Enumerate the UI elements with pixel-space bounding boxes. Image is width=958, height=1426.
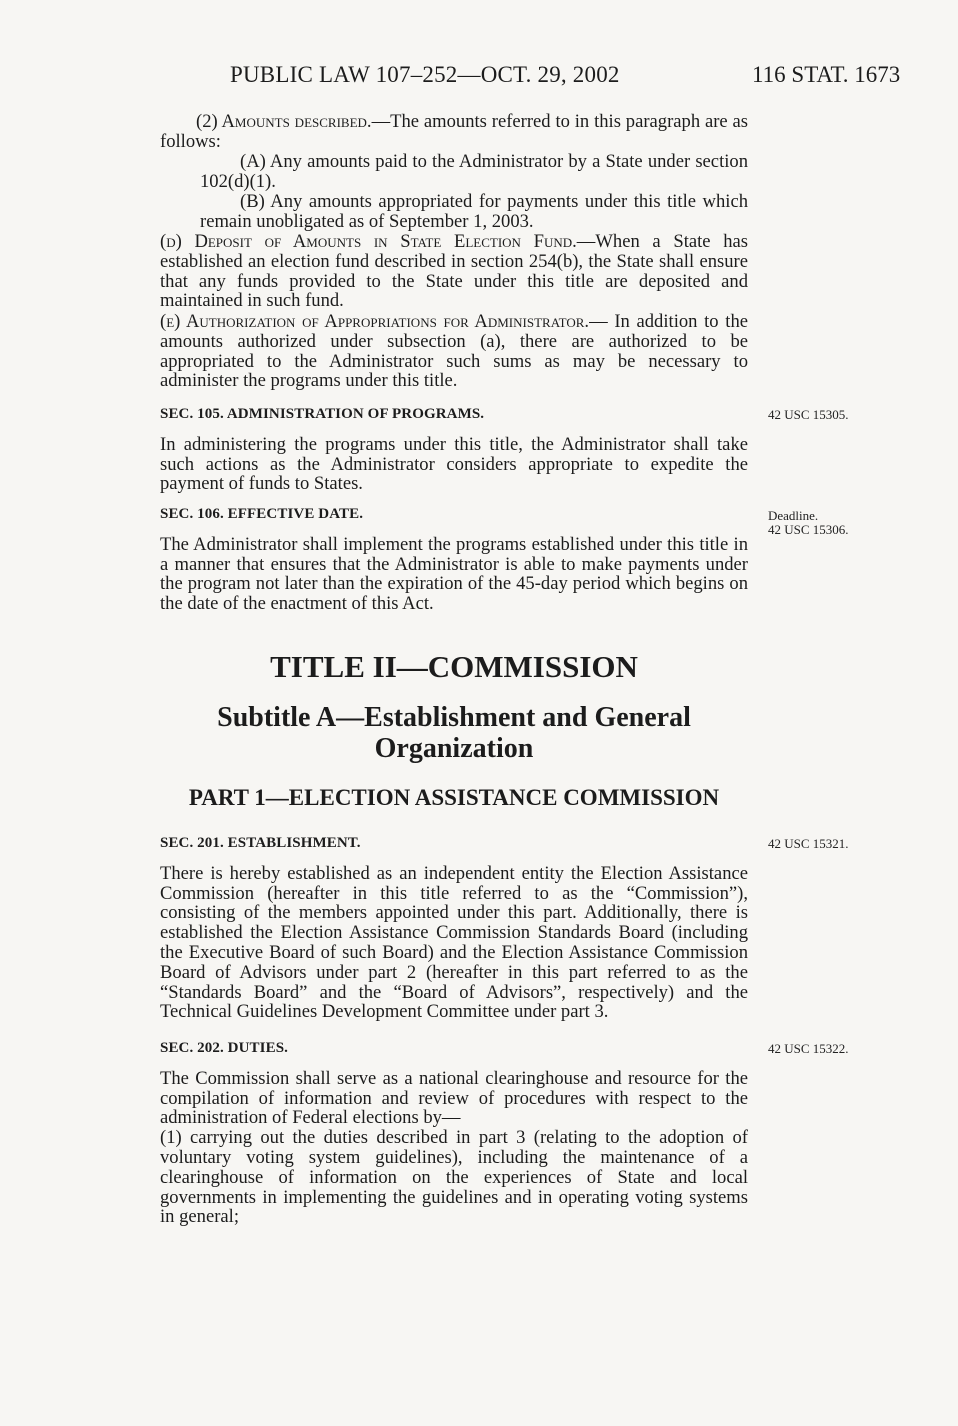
subtitle-a-heading-line2: Organization xyxy=(374,733,534,764)
section-202-heading: SEC. 202. DUTIES. xyxy=(160,1040,288,1056)
margin-note-sec201: 42 USC 15321. xyxy=(768,836,849,851)
section-105 xyxy=(160,405,748,494)
section-202 xyxy=(160,1039,748,1227)
header-stat-page: 116 STAT. 1673 xyxy=(752,62,901,87)
section-202-paragraph-1: (1) carrying out the duties described in part 3 (relating to the adoption of voluntary voting system guidelines), including the maintenance of a clearinghouse of information on the experiences of State and local governments in implementing the guidelines and in operating voting systems in general; xyxy=(160,1127,748,1228)
title-ii xyxy=(160,650,748,684)
section-106-text: The Administrator shall implement the programs established under this title in a manner that ensures that the Administrator is able to make payments under the program not later than the expiration of the 45-day period which begins on the date of the enactment of this Act. xyxy=(160,533,748,615)
section-106-heading: SEC. 106. EFFECTIVE DATE. xyxy=(160,506,364,522)
paragraph-heading: (2) Amounts described. xyxy=(196,111,372,132)
section-201-heading: SEC. 201. ESTABLISHMENT. xyxy=(160,835,361,851)
subsection-e-heading: (e) Authorization of Appropriations for Administrator. xyxy=(160,311,590,332)
section-106 xyxy=(160,505,748,614)
subparagraph-a-text: (A) Any amounts paid to the Administrator by a State under section 102(d)(1). xyxy=(200,151,748,192)
subtitle-a xyxy=(160,702,748,764)
subsection-d-heading: (d) Deposit of Amounts in State Election Fund. xyxy=(160,231,577,252)
part-1 xyxy=(160,785,748,811)
subsection-d xyxy=(160,232,748,311)
margin-note-sec202: 42 USC 15322. xyxy=(768,1041,849,1056)
margin-note-sec105: 42 USC 15305. xyxy=(768,407,849,422)
paragraph-amounts-described xyxy=(160,112,748,152)
margin-note-deadline: Deadline. xyxy=(768,508,819,523)
paragraph-text: —The amounts referred to in this paragraph are as follows: xyxy=(160,111,749,152)
section-201 xyxy=(160,834,748,1022)
section-202-text: The Commission shall serve as a national clearinghouse and resource for the compilation of information and review of procedures with respect to the administration of Federal elections by— xyxy=(160,1067,748,1129)
subparagraph-b-text: (B) Any amounts appropriated for payments under this title which remain unobligated as of September 1, 2003. xyxy=(200,191,748,232)
part-1-heading: PART 1—ELECTION ASSISTANCE COMMISSION xyxy=(188,785,720,810)
running-header xyxy=(0,62,958,94)
section-201-text: There is hereby established as an independent entity the Election Assistance Commission (hereafter in this title referred to as the “Commission”), consisting of the members appointed under this part. Additionally, there is established the Election Assistance Commission Standards Board (including the Executive Board of such Board) and the Election Assistance Commission Board of Advisors under part 2 (hereafter in this part referred to as the “Standards Board” and the “Board of Advisors”, respectively) and the Technical Guidelines Development Committee under part 3. xyxy=(160,862,748,1023)
subtitle-a-heading-line1: Subtitle A—Establishment and General xyxy=(217,702,691,733)
header-citation: PUBLIC LAW 107–252—OCT. 29, 2002 xyxy=(230,62,620,87)
subsection-e-text: — In addition to the amounts authorized under subsection (a), there are authorized to be appropriated to the Administrator such sums as may be necessary to administer the programs under this title. xyxy=(160,311,748,392)
subsection-e xyxy=(160,312,748,391)
title-ii-heading: TITLE II—COMMISSION xyxy=(270,649,638,684)
subparagraph-b xyxy=(160,192,748,232)
section-105-heading: SEC. 105. ADMINISTRATION OF PROGRAMS. xyxy=(160,406,485,422)
section-105-text: In administering the programs under this title, the Administrator shall take such actions as the Administrator considers appropriate to expedite the payment of funds to States. xyxy=(160,433,748,495)
subsection-d-text: —When a State has established an election fund described in section 254(b), the State shall ensure that any funds provided to the State under this title are deposited and maintained in such fund. xyxy=(160,231,748,312)
margin-note-sec106: 42 USC 15306. xyxy=(768,522,849,537)
subparagraph-a xyxy=(160,152,748,192)
